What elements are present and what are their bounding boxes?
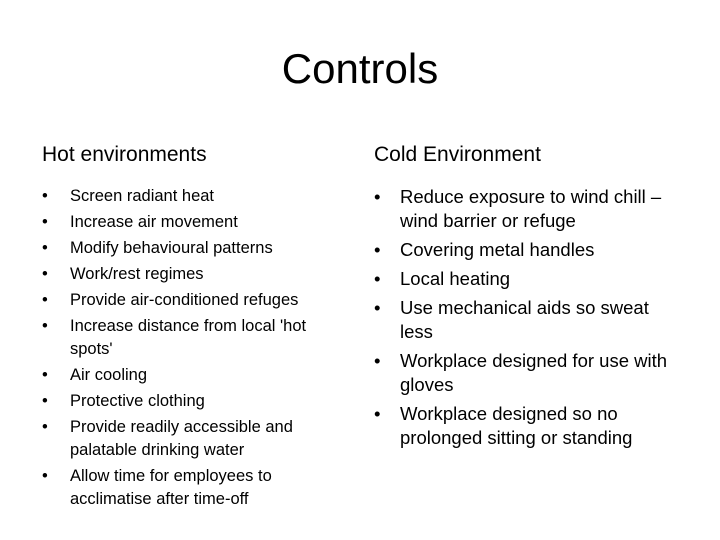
list-item-text: Use mechanical aids so sweat less	[400, 297, 649, 342]
hot-controls-list	[42, 185, 342, 511]
list-item-text: Increase distance from local 'hot spots'	[70, 317, 307, 358]
list-item	[42, 185, 342, 208]
hot-environments-column	[42, 142, 342, 514]
bullet-icon: •	[374, 403, 381, 424]
list-item-text: Workplace designed so no prolonged sitting or standing	[400, 403, 633, 448]
cold-environment-column	[374, 142, 684, 455]
list-item	[42, 211, 342, 234]
bullet-icon: •	[374, 268, 381, 289]
slide-title: Controls	[281, 45, 439, 92]
list-item	[42, 289, 342, 312]
bullet-icon: •	[42, 265, 48, 283]
list-item	[42, 465, 342, 511]
bullet-icon: •	[374, 297, 381, 318]
bullet-icon: •	[42, 291, 48, 309]
bullet-icon: •	[374, 239, 381, 260]
list-item-text: Covering metal handles	[400, 239, 595, 260]
list-item	[374, 238, 684, 262]
bullet-icon: •	[42, 187, 48, 205]
list-item-text: Workplace designed for use with gloves	[400, 350, 668, 395]
list-item	[42, 416, 342, 462]
bullet-icon: •	[42, 239, 48, 257]
list-item	[42, 315, 342, 361]
bullet-icon: •	[42, 392, 48, 410]
bullet-icon: •	[374, 350, 381, 371]
list-item-text: Provide readily accessible and palatable drinking water	[70, 418, 293, 459]
list-item	[374, 402, 684, 450]
list-item	[374, 349, 684, 397]
bullet-icon: •	[42, 366, 48, 384]
bullet-icon: •	[42, 213, 48, 231]
list-item-text: Air cooling	[70, 366, 148, 384]
list-item-text: Provide air-conditioned refuges	[70, 291, 299, 309]
list-item	[42, 364, 342, 387]
bullet-icon: •	[42, 418, 48, 436]
list-item	[374, 185, 684, 233]
bullet-icon: •	[42, 317, 48, 335]
hot-environments-heading: Hot environments	[42, 143, 207, 166]
list-item-text: Reduce exposure to wind chill – wind barrier or refuge	[400, 186, 662, 231]
list-item	[374, 267, 684, 291]
list-item-text: Allow time for employees to acclimatise after time-off	[70, 467, 272, 508]
list-item	[42, 237, 342, 260]
list-item-text: Local heating	[400, 268, 511, 289]
bullet-icon: •	[42, 467, 48, 485]
list-item	[42, 263, 342, 286]
list-item-text: Screen radiant heat	[70, 187, 215, 205]
bullet-icon: •	[374, 186, 381, 207]
list-item-text: Increase air movement	[70, 213, 238, 231]
list-item-text: Modify behavioural patterns	[70, 239, 273, 257]
cold-controls-list	[374, 185, 684, 450]
list-item	[42, 390, 342, 413]
cold-environment-heading: Cold Environment	[374, 143, 541, 166]
list-item-text: Protective clothing	[70, 392, 205, 410]
list-item-text: Work/rest regimes	[70, 265, 204, 283]
list-item	[374, 296, 684, 344]
